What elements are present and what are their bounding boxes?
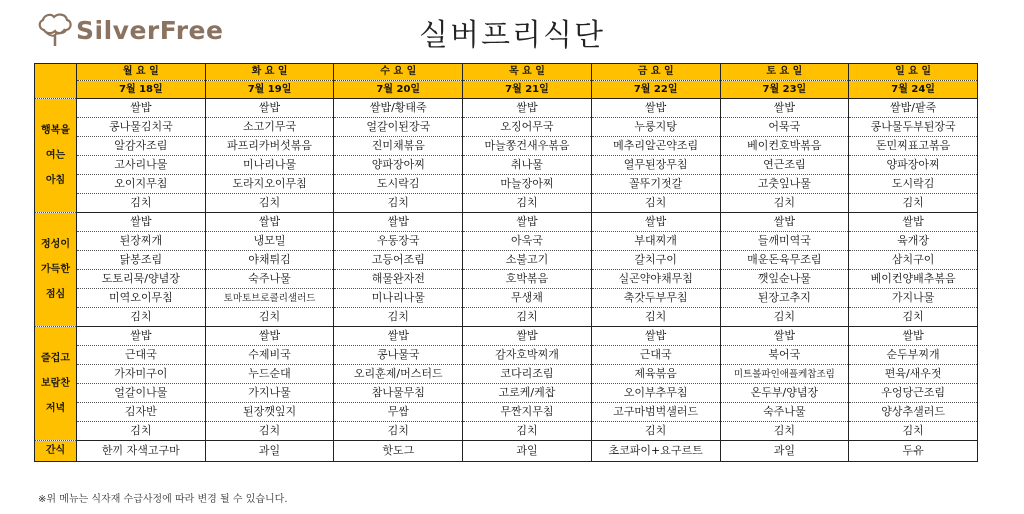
menu-cell: 제육볶음 <box>591 365 720 384</box>
menu-cell: 김치 <box>334 308 463 327</box>
meal-row <box>35 422 978 441</box>
menu-cell: 미역오이무침 <box>77 289 206 308</box>
menu-cell: 김치 <box>720 308 849 327</box>
date-label: 7월 21일 <box>463 81 592 99</box>
menu-cell: 고구마범벅샐러드 <box>591 403 720 422</box>
meal-label <box>35 327 77 441</box>
menu-cell: 쌀밥 <box>720 327 849 346</box>
menu-cell: 김치 <box>77 422 206 441</box>
day-label: 일 요 일 <box>849 64 978 81</box>
menu-cell: 된장깻잎지 <box>205 403 334 422</box>
menu-cell: 소고기무국 <box>205 118 334 137</box>
menu-cell: 북어국 <box>720 346 849 365</box>
menu-cell: 도토리묵/양념장 <box>77 270 206 289</box>
menu-cell: 마늘쫑건새우볶음 <box>463 137 592 156</box>
meal-label-line: 행복을 <box>41 125 70 136</box>
menu-cell: 쌀밥 <box>334 213 463 232</box>
menu-cell: 김치 <box>849 308 978 327</box>
menu-cell: 김치 <box>334 422 463 441</box>
menu-cell: 베이컨양배추볶음 <box>849 270 978 289</box>
menu-cell: 쌀밥 <box>205 327 334 346</box>
snack-item: 한끼 자색고구마 <box>77 441 206 462</box>
menu-cell: 순두부찌개 <box>849 346 978 365</box>
menu-cell-text: 미트볼파인애플케찹조림 <box>733 369 835 380</box>
menu-cell: 김치 <box>205 194 334 213</box>
snack-row <box>35 441 978 462</box>
menu-cell: 삼치구이 <box>849 251 978 270</box>
menu-cell: 해물완자전 <box>334 270 463 289</box>
meal-row <box>35 213 978 232</box>
day-header-row <box>35 64 978 81</box>
date-label: 7월 18일 <box>77 81 206 99</box>
meal-label <box>35 99 77 213</box>
menu-cell: 양파장아찌 <box>849 156 978 175</box>
menu-cell: 매운돈육무조림 <box>720 251 849 270</box>
footnote: ※위 메뉴는 식자재 수급사정에 따라 변경 될 수 있습니다. <box>38 494 288 505</box>
menu-cell: 쌀밥 <box>463 99 592 118</box>
menu-cell: 파프리카버섯볶음 <box>205 137 334 156</box>
menu-cell: 콩나물김치국 <box>77 118 206 137</box>
logo-text: SilverFree <box>76 15 224 45</box>
menu-cell: 참나물무침 <box>334 384 463 403</box>
menu-cell: 깻잎순나물 <box>720 270 849 289</box>
menu-cell: 누드순대 <box>205 365 334 384</box>
menu-cell: 쌀밥 <box>463 327 592 346</box>
menu-cell: 김치 <box>463 308 592 327</box>
menu-cell: 실곤약야채무침 <box>591 270 720 289</box>
menu-cell: 김치 <box>720 422 849 441</box>
menu-cell: 도시락김 <box>849 175 978 194</box>
menu-cell: 쌀밥 <box>77 99 206 118</box>
day-label: 화 요 일 <box>205 64 334 81</box>
menu-cell: 쌀밥/팥죽 <box>849 99 978 118</box>
corner-cell <box>35 64 77 99</box>
meal-row <box>35 384 978 403</box>
snack-item: 과일 <box>463 441 592 462</box>
menu-cell: 우엉당근조림 <box>849 384 978 403</box>
header <box>0 0 1024 62</box>
date-label: 7월 24일 <box>849 81 978 99</box>
meal-label-line: 정성이 <box>41 239 70 250</box>
menu-cell: 알감자조림 <box>77 137 206 156</box>
menu-cell: 가지나물 <box>849 289 978 308</box>
menu-cell: 호박볶음 <box>463 270 592 289</box>
menu-cell: 야채튀김 <box>205 251 334 270</box>
day-label: 금 요 일 <box>591 64 720 81</box>
meal-label-line: 가득한 <box>41 264 70 275</box>
menu-cell: 콩나물국 <box>334 346 463 365</box>
meal-row <box>35 137 978 156</box>
menu-cell: 김치 <box>849 422 978 441</box>
menu-cell: 들깨미역국 <box>720 232 849 251</box>
menu-cell: 쌀밥 <box>720 213 849 232</box>
meal-row <box>35 346 978 365</box>
menu-cell: 메추리알곤약조림 <box>591 137 720 156</box>
menu-cell: 도시락김 <box>334 175 463 194</box>
meal-label-line: 점심 <box>45 289 66 300</box>
menu-cell: 김치 <box>205 422 334 441</box>
date-label: 7월 19일 <box>205 81 334 99</box>
menu-cell: 우동장국 <box>334 232 463 251</box>
date-header-row <box>35 81 978 99</box>
snack-label: 간식 <box>35 441 77 462</box>
meal-row <box>35 365 978 384</box>
menu-cell: 부대찌개 <box>591 232 720 251</box>
meal-label <box>35 213 77 327</box>
menu-cell: 김치 <box>205 308 334 327</box>
menu-cell: 수제비국 <box>205 346 334 365</box>
menu-cell <box>720 365 849 384</box>
menu-cell: 김치 <box>591 194 720 213</box>
snack-item: 핫도그 <box>334 441 463 462</box>
menu-cell: 베이컨호박볶음 <box>720 137 849 156</box>
menu-cell: 쌀밥 <box>591 99 720 118</box>
menu-cell: 쌀밥 <box>205 99 334 118</box>
meal-row <box>35 327 978 346</box>
menu-cell: 갈치구이 <box>591 251 720 270</box>
page-title: 실버프리식단 <box>419 18 605 53</box>
menu-cell: 열무된장무침 <box>591 156 720 175</box>
menu-cell: 어묵국 <box>720 118 849 137</box>
menu-cell: 진미채볶음 <box>334 137 463 156</box>
menu-cell: 무생채 <box>463 289 592 308</box>
menu-cell: 김치 <box>77 194 206 213</box>
meal-row <box>35 308 978 327</box>
day-label: 목 요 일 <box>463 64 592 81</box>
menu-cell: 무쌈 <box>334 403 463 422</box>
menu-cell: 감자호박찌개 <box>463 346 592 365</box>
menu-cell: 아욱국 <box>463 232 592 251</box>
menu-cell: 오징어무국 <box>463 118 592 137</box>
menu-cell: 김치 <box>720 194 849 213</box>
meal-body <box>35 99 978 441</box>
menu-cell: 얼갈이된장국 <box>334 118 463 137</box>
menu-cell: 미나리나물 <box>334 289 463 308</box>
menu-cell: 연근조림 <box>720 156 849 175</box>
meal-row <box>35 251 978 270</box>
menu-cell: 취나물 <box>463 156 592 175</box>
menu-cell: 쌀밥 <box>205 213 334 232</box>
menu-cell: 고등어조림 <box>334 251 463 270</box>
menu-cell: 쌀밥 <box>720 99 849 118</box>
menu-cell: 도라지오이무침 <box>205 175 334 194</box>
menu-cell: 숙주나물 <box>205 270 334 289</box>
menu-cell: 육개장 <box>849 232 978 251</box>
menu-cell: 가지나물 <box>205 384 334 403</box>
menu-cell: 쌀밥 <box>849 213 978 232</box>
menu-cell: 코다리조림 <box>463 365 592 384</box>
menu-cell: 냉모밀 <box>205 232 334 251</box>
menu-cell: 가자미구이 <box>77 365 206 384</box>
menu-cell: 고사리나물 <box>77 156 206 175</box>
menu-cell: 쌀밥 <box>463 213 592 232</box>
menu-cell: 된장고추지 <box>720 289 849 308</box>
meal-label-line: 저녁 <box>45 403 66 414</box>
menu-cell: 오이지무침 <box>77 175 206 194</box>
menu-cell-text: 토마토브로콜리샐러드 <box>223 293 316 304</box>
menu-cell: 쌀밥 <box>77 213 206 232</box>
menu-cell: 쌀밥 <box>334 327 463 346</box>
meal-row <box>35 156 978 175</box>
menu-cell: 온두부/양념장 <box>720 384 849 403</box>
snack-item: 두유 <box>849 441 978 462</box>
menu-cell: 축갓두부무침 <box>591 289 720 308</box>
meal-label-line: 즐겁고 <box>41 353 70 364</box>
menu-cell: 꼴뚜기젓갈 <box>591 175 720 194</box>
menu-cell: 쌀밥 <box>849 327 978 346</box>
menu-cell: 닭봉조림 <box>77 251 206 270</box>
snack-item: 과일 <box>205 441 334 462</box>
menu-cell: 미나리나물 <box>205 156 334 175</box>
date-label: 7월 23일 <box>720 81 849 99</box>
date-label: 7월 22일 <box>591 81 720 99</box>
menu-cell: 누룽지탕 <box>591 118 720 137</box>
menu-cell <box>205 289 334 308</box>
menu-cell: 김치 <box>849 194 978 213</box>
day-label: 토 요 일 <box>720 64 849 81</box>
menu-cell: 콩나물두부된장국 <box>849 118 978 137</box>
day-label: 수 요 일 <box>334 64 463 81</box>
menu-cell: 김치 <box>463 194 592 213</box>
menu-cell: 김치 <box>591 422 720 441</box>
menu-cell: 무짠지무침 <box>463 403 592 422</box>
menu-cell: 된장찌개 <box>77 232 206 251</box>
snack-item: 초코파이+요구르트 <box>591 441 720 462</box>
meal-label-line: 아침 <box>45 175 66 186</box>
menu-cell: 쌀밥/황태죽 <box>334 99 463 118</box>
menu-cell: 편육/새우젓 <box>849 365 978 384</box>
meal-row <box>35 270 978 289</box>
menu-cell: 근대국 <box>591 346 720 365</box>
menu-cell: 김치 <box>334 194 463 213</box>
menu-table <box>34 63 978 462</box>
menu-cell: 김자반 <box>77 403 206 422</box>
menu-cell: 소불고기 <box>463 251 592 270</box>
menu-cell: 고춧잎나물 <box>720 175 849 194</box>
meal-row <box>35 232 978 251</box>
menu-cell: 김치 <box>77 308 206 327</box>
meal-row <box>35 118 978 137</box>
meal-label-line: 보람찬 <box>41 378 70 389</box>
menu-cell: 근대국 <box>77 346 206 365</box>
menu-cell: 얼갈이나물 <box>77 384 206 403</box>
menu-cell: 쌀밥 <box>591 327 720 346</box>
menu-cell: 오이부추무침 <box>591 384 720 403</box>
date-label: 7월 20일 <box>334 81 463 99</box>
menu-cell: 김치 <box>463 422 592 441</box>
menu-cell: 마늘장아찌 <box>463 175 592 194</box>
menu-cell: 김치 <box>591 308 720 327</box>
snack-item: 과일 <box>720 441 849 462</box>
menu-cell: 양상추샐러드 <box>849 403 978 422</box>
meal-row <box>35 403 978 422</box>
menu-cell: 숙주나물 <box>720 403 849 422</box>
menu-cell: 양파장아찌 <box>334 156 463 175</box>
menu-cell: 돈민찌표고볶음 <box>849 137 978 156</box>
meal-row <box>35 289 978 308</box>
meal-row <box>35 175 978 194</box>
meal-row <box>35 194 978 213</box>
menu-cell: 쌀밥 <box>591 213 720 232</box>
menu-cell: 오리훈제/머스터드 <box>334 365 463 384</box>
day-label: 월 요 일 <box>77 64 206 81</box>
menu-cell: 고로케/케찹 <box>463 384 592 403</box>
meal-row <box>35 99 978 118</box>
meal-label-line: 여는 <box>45 150 66 161</box>
menu-cell: 쌀밥 <box>77 327 206 346</box>
